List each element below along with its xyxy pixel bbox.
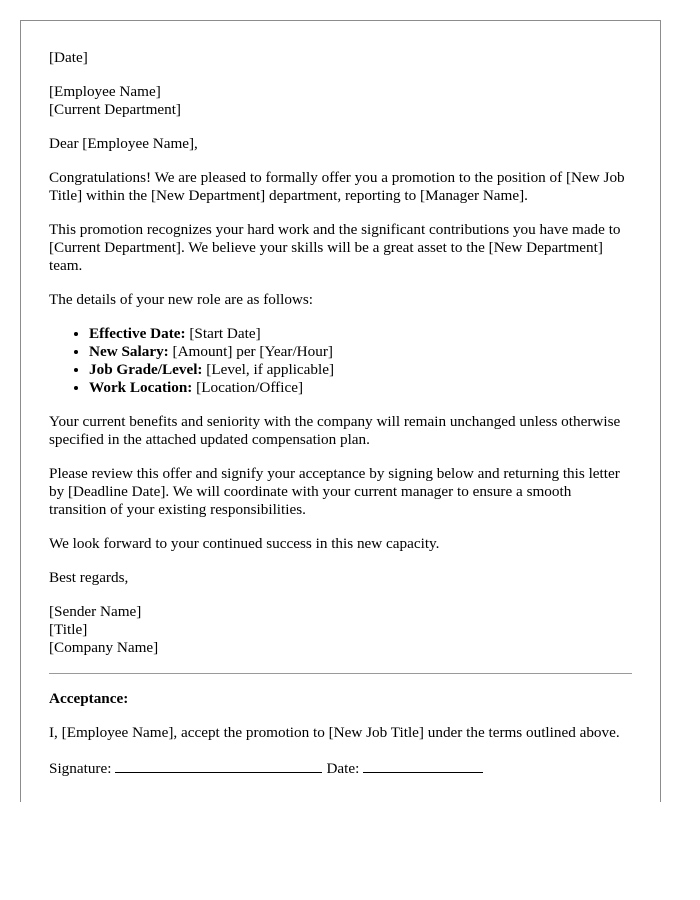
date-field[interactable]	[363, 758, 483, 773]
recipient-name: [Employee Name]	[49, 83, 161, 100]
sender-title: [Title]	[49, 621, 88, 638]
detail-label: Work Location:	[89, 379, 193, 396]
sender-block	[49, 603, 632, 657]
detail-effective-date	[89, 325, 632, 343]
sign-off: Best regards,	[49, 569, 129, 586]
promotion-letter	[20, 20, 661, 802]
detail-new-salary	[89, 343, 632, 361]
body-paragraph: Your current benefits and seniority with the company will remain unchanged unless otherwise specified in the attached updated compensation plan.	[49, 413, 621, 448]
body-paragraph: This promotion recognizes your hard work and the significant contributions you have made to [Current Department]. We believe your skills will be a great asset to the [New Department] team.	[49, 221, 621, 274]
signature-label: Signature:	[49, 760, 112, 777]
section-divider	[49, 673, 632, 674]
detail-value: [Location/Office]	[196, 379, 303, 396]
detail-label: Job Grade/Level:	[89, 361, 203, 378]
letter-date: [Date]	[49, 49, 88, 66]
detail-label: Effective Date:	[89, 325, 186, 342]
detail-label: New Salary:	[89, 343, 169, 360]
sender-name: [Sender Name]	[49, 603, 142, 620]
detail-value: [Amount] per [Year/Hour]	[172, 343, 333, 360]
salutation: Dear [Employee Name],	[49, 135, 198, 152]
recipient-block	[49, 83, 632, 119]
detail-job-grade	[89, 361, 632, 379]
role-details-list	[49, 325, 632, 397]
body-paragraph: We look forward to your continued success in this new capacity.	[49, 535, 440, 552]
detail-value: [Start Date]	[189, 325, 261, 342]
recipient-department: [Current Department]	[49, 101, 181, 118]
body-paragraph: Please review this offer and signify your acceptance by signing below and returning this letter by [Deadline Date]. We will coordinate with your current manager to ensure a smooth transition of your existing responsibilities.	[49, 465, 620, 518]
acceptance-heading: Acceptance:	[49, 690, 129, 707]
detail-work-location	[89, 379, 632, 397]
detail-value: [Level, if applicable]	[206, 361, 335, 378]
sender-company: [Company Name]	[49, 639, 159, 656]
signature-row	[49, 758, 632, 778]
body-paragraph: The details of your new role are as follows:	[49, 291, 314, 308]
acceptance-statement: I, [Employee Name], accept the promotion to [New Job Title] under the terms outlined above.	[49, 724, 620, 741]
signature-field[interactable]	[115, 758, 322, 773]
body-paragraph: Congratulations! We are pleased to formally offer you a promotion to the position of [New Job Title] within the [New Department] department, reporting to [Manager Name].	[49, 169, 625, 204]
date-label: Date:	[326, 760, 360, 777]
